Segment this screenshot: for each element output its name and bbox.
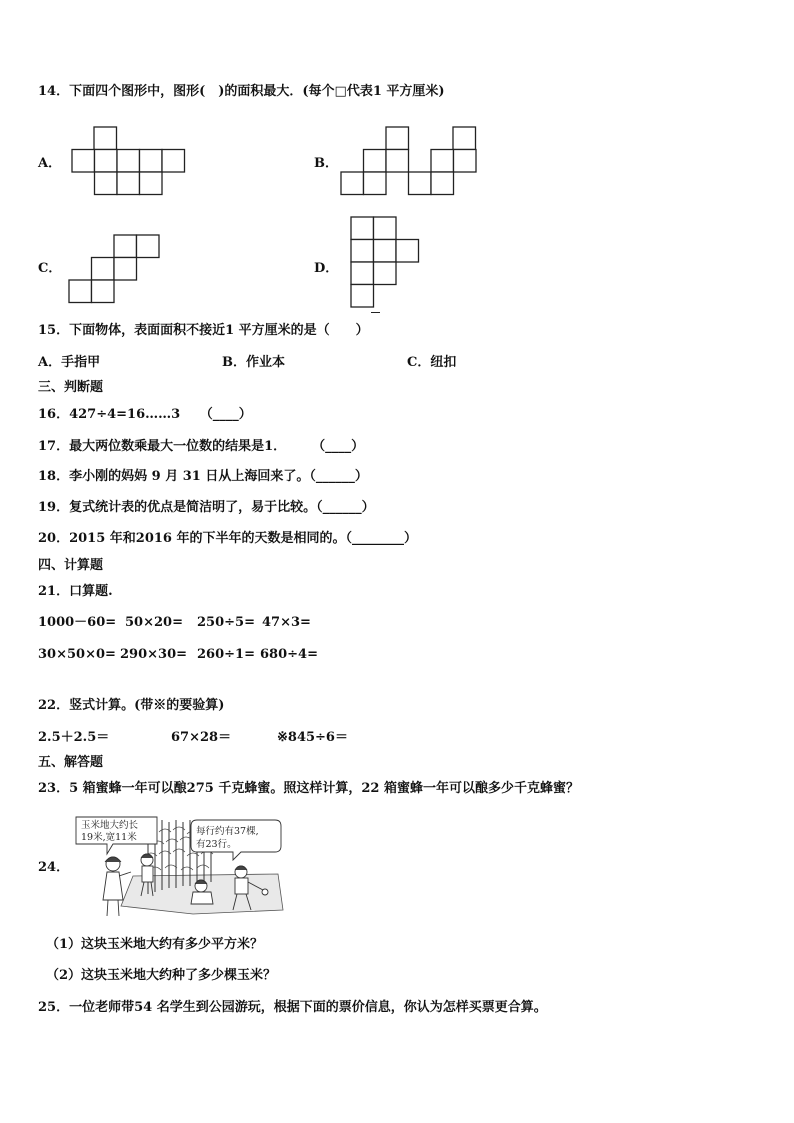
- q21-item: 30×50×0=: [38, 647, 116, 662]
- q23: 23．5 箱蜜蜂一年可以酿275 千克蜂蜜。照这样计算，22 箱蜜蜂一年可以酿多少千克蜂蜜？: [38, 781, 579, 796]
- q14-option-c-label: C．: [38, 261, 62, 276]
- q21-item: 680÷4=: [260, 647, 318, 662]
- q25: 25．一位老师带54 名学生到公园游玩，根据下面的票价信息，你认为怎样买票更合算。: [38, 1000, 547, 1015]
- q19: 19．复式统计表的优点是简洁明了，易于比较。（______）: [38, 500, 375, 515]
- section-3-heading: 三、判断题: [38, 380, 104, 395]
- bubble-left-line1: 玉米地大约长: [81, 820, 139, 831]
- bubble-right-line2: 有23行。: [196, 839, 237, 850]
- q14-option-b-label: B．: [314, 156, 338, 171]
- q21-item: 290×30=: [120, 647, 188, 662]
- bubble-left-line2: 19米,宽11米: [81, 832, 137, 843]
- q14-figure-d: [350, 216, 422, 314]
- q24-sub1: （1）这块玉米地大约有多少平方米？: [46, 937, 264, 952]
- q22-item: 2.5＋2.5＝: [38, 730, 110, 745]
- q18: 18．李小刚的妈妈 9 月 31 日从上海回来了。（______）: [38, 469, 368, 484]
- q22-item: ※845÷6＝: [277, 730, 348, 745]
- q14-figure-a: [71, 126, 187, 196]
- q21-stem: 21．口算题.: [38, 584, 113, 599]
- q15-choice-c: C．纽扣: [407, 355, 457, 370]
- q15-choice-a: A．手指甲: [38, 355, 101, 370]
- q17: 17．最大两位数乘最大一位数的结果是1． （____）: [38, 439, 365, 454]
- q14-figure-c: [68, 234, 162, 304]
- q21-item: 47×3=: [262, 615, 311, 630]
- q14-option-a-label: A．: [38, 156, 62, 171]
- q15-stem: 15．下面物体，表面面积不接近1 平方厘米的是（ ）: [38, 323, 369, 338]
- bubble-right-line1: 每行约有37棵,: [196, 826, 259, 837]
- q20: 20．2015 年和2016 年的下半年的天数是相同的。（________）: [38, 531, 418, 546]
- q14-option-d-label: D．: [314, 261, 339, 276]
- section-4-heading: 四、计算题: [38, 558, 104, 573]
- section-5-heading: 五、解答题: [38, 755, 104, 770]
- q24-number: 24．: [38, 860, 70, 875]
- q22-stem: 22．竖式计算。(带※的要验算): [38, 698, 225, 713]
- cornfield-illustration: [73, 814, 285, 920]
- q21-item: 1000－60=: [38, 615, 117, 630]
- q21-item: 50×20=: [125, 615, 183, 630]
- q14-stem: 14．下面四个图形中，图形( )的面积最大．(每个□代表1 平方厘米): [38, 84, 445, 99]
- q15-choice-b: B．作业本: [222, 355, 285, 370]
- q16: 16．427÷4=16……3 （____）: [38, 407, 252, 422]
- q21-item: 260÷1=: [197, 647, 255, 662]
- q22-item: 67×28＝: [171, 730, 232, 745]
- q24-sub2: （2）这块玉米地大约种了多少棵玉米？: [46, 968, 277, 983]
- q14-figure-b: [340, 126, 478, 196]
- q21-item: 250÷5=: [197, 615, 255, 630]
